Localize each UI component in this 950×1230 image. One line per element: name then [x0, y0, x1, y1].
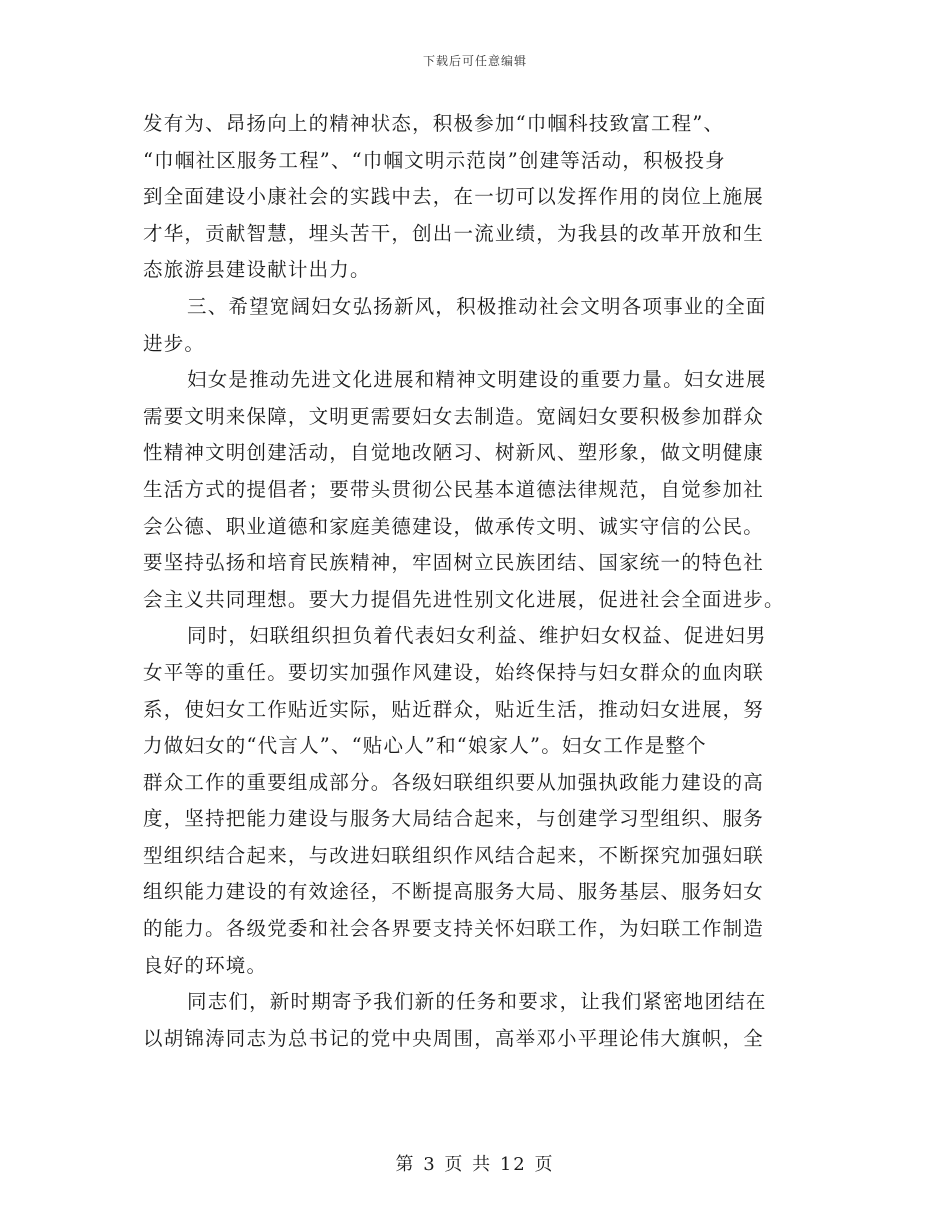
text-line: 以胡锦涛同志为总书记的党中央周围，高举邓小平理论伟大旗帜，全: [143, 1026, 765, 1050]
text-line: 系，使妇女工作贴近实际，贴近群众，贴近生活，推动妇女进展，努: [143, 697, 765, 721]
text-line: 力做妇女的“代言人”、“贴心人”和“娘家人”。妇女工作是整个: [143, 734, 707, 758]
text-line: 型组织结合起来，与改进妇联组织作风结合起来，不断探究加强妇联: [143, 843, 765, 867]
text-line: 性精神文明创建活动，自觉地改陋习、树新风、塑形象，做文明健康: [143, 441, 765, 465]
paragraph-start-line: 同志们，新时期寄予我们新的任务和要求，让我们紧密地团结在: [187, 990, 767, 1014]
text-line: 到全面建设小康社会的实践中去，在一切可以发挥作用的岗位上施展: [143, 185, 765, 209]
paragraph-start-line: 同时，妇联组织担负着代表妇女利益、维护妇女权益、促进妇男: [187, 624, 767, 648]
text-line: 才华，贡献智慧，埋头苦干，创出一流业绩，为我县的改革开放和生: [143, 221, 765, 245]
text-line: 良好的环境。: [143, 953, 268, 977]
text-line: 生活方式的提倡者；要带头贯彻公民基本道德法律规范，自觉参加社: [143, 477, 765, 501]
text-line: 会公德、职业道德和家庭美德建设，做承传文明、诚实守信的公民。: [143, 514, 765, 538]
section-heading-line: 进步。: [143, 331, 206, 355]
text-line: 发有为、昂扬向上的精神状态，积极参加“巾帼科技致富工程”、: [143, 112, 725, 135]
section-heading-line: 三、希望宽阔妇女弘扬新风，积极推动社会文明各项事业的全面: [187, 294, 767, 318]
text-line: 态旅游县建设献计出力。: [143, 258, 371, 282]
text-line: 组织能力建设的有效途径，不断提高服务大局、服务基层、服务妇女: [143, 880, 765, 904]
text-line: 女平等的重任。要切实加强作风建设，始终保持与妇女群众的血肉联: [143, 660, 765, 684]
text-line: “巾帼社区服务工程”、“巾帼文明示范岗”创建等活动，积极投身: [143, 148, 726, 172]
paragraph-start-line: 妇女是推动先进文化进展和精神文明建设的重要力量。妇女进展: [187, 368, 767, 392]
text-line: 的能力。各级党委和社会各界要支持关怀妇联工作，为妇联工作制造: [143, 917, 765, 941]
text-line: 会主义共同理想。要大力提倡先进性别文化进展，促进社会全面进步。: [143, 587, 785, 611]
text-line: 需要文明来保障，文明更需要妇女去制造。宽阔妇女要积极参加群众: [143, 404, 765, 428]
text-line: 要坚持弘扬和培育民族精神，牢固树立民族团结、国家统一的特色社: [143, 551, 765, 575]
text-line: 群众工作的重要组成部分。各级妇联组织要从加强执政能力建设的高: [143, 770, 765, 794]
page-footer: 第 3 页 共 12 页: [395, 1154, 555, 1175]
text-line: 度，坚持把能力建设与服务大局结合起来，与创建学习型组织、服务: [143, 807, 765, 831]
document-body: [143, 106, 803, 1057]
page-header: 下载后可任意编辑: [422, 54, 527, 68]
